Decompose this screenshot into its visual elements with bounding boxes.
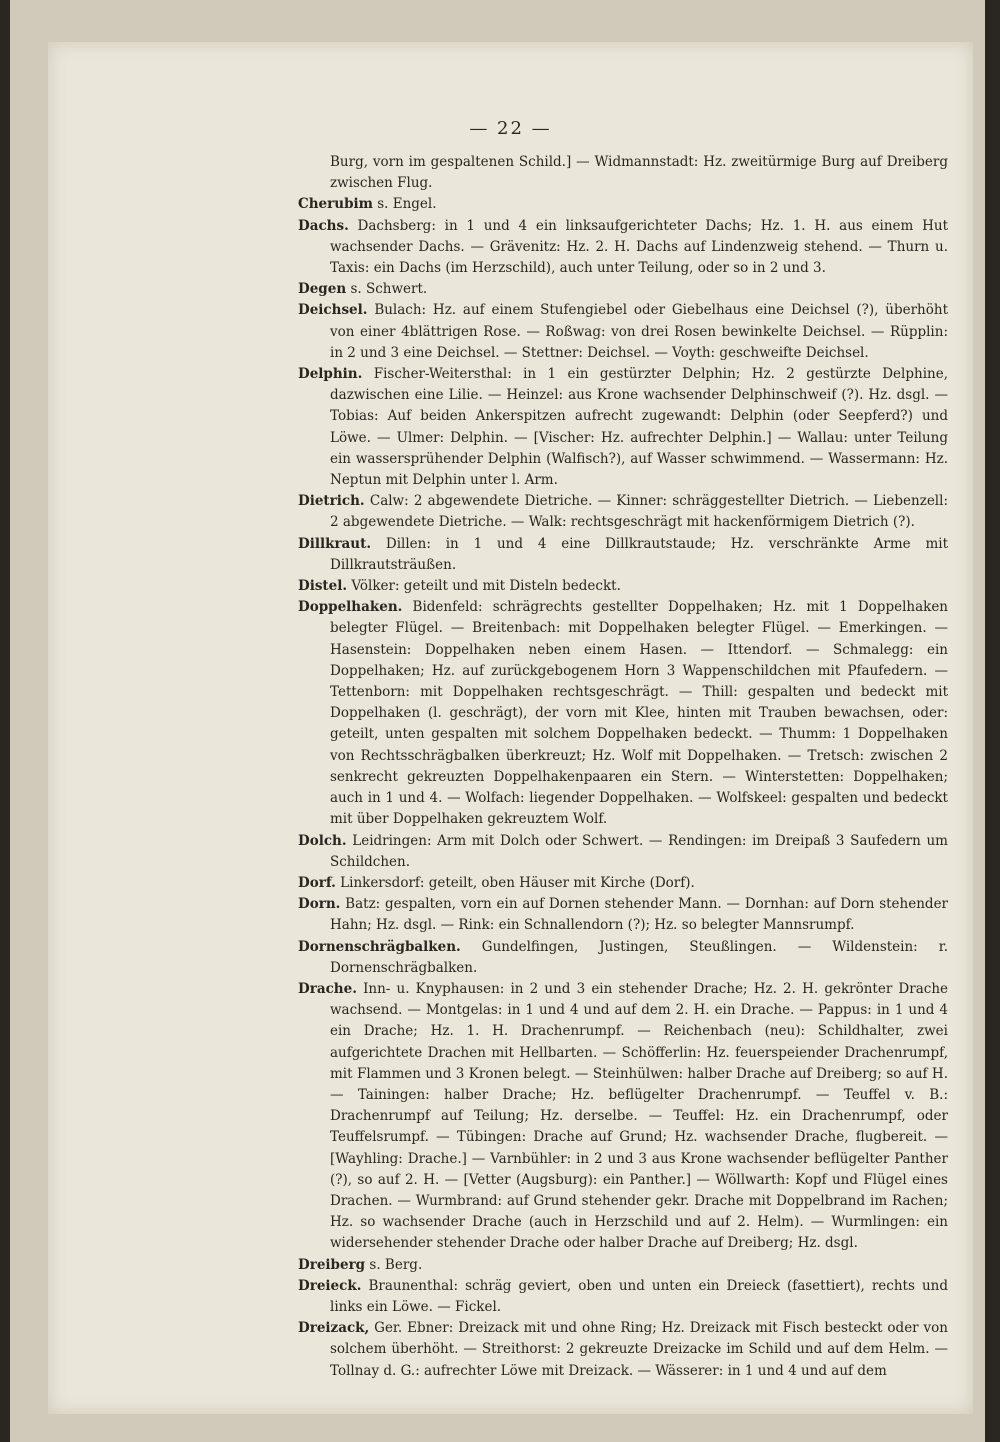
entry-text: Dillen: in 1 und 4 eine Dillkrautstaude; Hz. verschränkte Arme mit Dillkrautsträußen. <box>330 535 948 573</box>
entry-text: s. Engel. <box>377 196 437 213</box>
entry-heading: Distel. <box>298 578 348 595</box>
entry <box>298 873 948 894</box>
entry <box>298 279 948 300</box>
entry-heading: Dorn. <box>298 896 341 913</box>
book-page-edge <box>10 0 985 1442</box>
entry <box>298 491 948 533</box>
entry <box>298 364 948 491</box>
entry-heading: Cherubim <box>298 196 373 213</box>
page-content <box>298 152 948 1382</box>
entry-text: Dachsberg: in 1 und 4 ein linksaufgerichteter Dachs; Hz. 1. H. aus einem Hut wachsender Dachs. — Grävenitz: Hz. 2. H. Dachs auf Lindenzweig stehend. — Thurn u. Taxis: ein Dachs (im Herzschild), auch unter Teilung, oder so in 2 und 3. <box>330 217 948 277</box>
entry-heading: Doppelhaken. <box>298 599 403 616</box>
entry <box>298 894 948 936</box>
entry-text: Bulach: Hz. auf einem Stufengiebel oder Giebelhaus eine Deichsel (?), überhöht von einer 4blättrigen Rose. — Roßwag: von drei Rosen bewinkelte Deichsel. — Rüpplin: in 2 und 3 eine Deichsel. — Stettner: Deichsel. — Voyth: geschweifte Deichsel. <box>330 302 948 361</box>
entry-text: Batz: gespalten, vorn ein auf Dornen stehender Mann. — Dornhan: auf Dorn stehender Hahn; Hz. dsgl. — Rink: ein Schnallendorn (?); Hz. so belegter Mannsrumpf. <box>330 896 949 934</box>
entry-heading: Dreiberg <box>298 1256 366 1273</box>
entry-text: Leidringen: Arm mit Dolch oder Schwert. — Rendingen: im Dreipaß 3 Saufedern um Schildchen. <box>330 832 948 870</box>
entry <box>298 300 948 364</box>
entry-heading: Delphin. <box>298 366 363 383</box>
entry-list <box>298 194 948 1381</box>
entry-heading: Dreieck. <box>298 1277 362 1294</box>
entry-heading: Dreizack, <box>298 1320 370 1337</box>
entry-heading: Dachs. <box>298 217 349 234</box>
entry-heading: Dornenschrägbalken. <box>298 938 461 955</box>
entry-heading: Dolch. <box>298 832 347 849</box>
entry <box>298 831 948 873</box>
entry-text: Fischer-Weitersthal: in 1 ein gestürzter Delphin; Hz. 2 gestürzte Delphine, dazwischen eine Lilie. — Heinzel: aus Krone wachsender Delphinschweif (?). Hz. dsgl. — Tobias: Auf beiden Ankerspitzen aufrecht zugewandt: Delphin (oder Seepferd?) und Löwe. — Ulmer: Delphin. — [Vischer: Hz. aufrechter Delphin.] — Wallau: unter Teilung ein wassersprühender Delphin (Walfisch?), auf Wasser schwimmend. — Wassermann: Hz. Neptun mit Delphin unter l. Arm. <box>330 366 948 489</box>
entry <box>298 194 948 215</box>
page-number: — 22 — <box>469 118 552 139</box>
entry-text: Inn- u. Knyphausen: in 2 und 3 ein stehender Drache; Hz. 2. H. gekrönter Drache wachsend. — Montgelas: in 1 und 4 und auf dem 2. H. ein Drache. — Pappus: in 1 und 4 ein Drache; Hz. 1. H. Drachenrumpf. — Reichenbach (neu): Schildhalter, zwei aufgerichtete Drachen mit Hellbarten. — Schöfferlin: Hz. feuerspeiender Drachenrumpf, mit Flammen und 3 Kronen belegt. — Steinhülwen: halber Drache auf Dreiberg; so auf H. — Tainingen: halber Drache; Hz. beflügelter Drachenrumpf. — Teuffel v. B.: Drachenrumpf auf Teilung; Hz. derselbe. — Teuffel: Hz. ein Drachenrumpf, oder Teuffelsrumpf. — Tübingen: Drache auf Grund; Hz. wachsender Drache, flugbereit. — [Wayhling: Drache.] — Varnbühler: in 2 und 3 aus Krone wachsender beflügelter Panther (?), so auf 2. H. — [Vetter (Augsburg): ein Panther.] — Wöllwarth: Kopf und Flügel eines Drachen. — Wurmbrand: auf Grund stehender gekr. Drache mit Doppelbrand im Rachen; Hz. so wachsender Drache (auch in Herzschild und auf 2. Helm). — Wurmlingen: ein widersehender stehender Drache oder halber Drache auf Dreiberg; Hz. dsgl. <box>330 980 948 1252</box>
entry-heading: Dillkraut. <box>298 535 372 552</box>
entry <box>298 576 948 597</box>
entry <box>298 979 948 1255</box>
entry-text: Braunenthal: schräg geviert, oben und unten ein Dreieck (fasettiert), rechts und links ein Löwe. — Fickel. <box>330 1277 948 1315</box>
entry-text: s. Schwert. <box>350 281 428 298</box>
entry-heading: Deichsel. <box>298 302 368 319</box>
entry <box>298 1276 948 1318</box>
entry-text: Linkersdorf: geteilt, oben Häuser mit Kirche (Dorf). <box>340 874 695 891</box>
entry-heading: Dietrich. <box>298 493 365 510</box>
entry <box>298 534 948 576</box>
entry <box>298 1318 948 1382</box>
entry <box>298 597 948 830</box>
continuation-text: Burg, vorn im gespaltenen Schild.] — Widmannstadt: Hz. zweitürmige Burg auf Dreiberg zwischen Flug. <box>330 154 948 192</box>
entry <box>298 1255 948 1276</box>
entry-heading: Degen <box>298 281 347 298</box>
entry <box>298 937 948 979</box>
entry-text: Calw: 2 abgewendete Dietriche. — Kinner: schräggestellter Dietrich. — Liebenzell: 2 abgewendete Dietriche. — Walk: rechtsgeschrägt mit hackenförmigem Dietrich (?). <box>330 493 948 531</box>
entry-text: Gundelfingen, Justingen, Steußlingen. — Wildenstein: r. Dornenschrägbalken. <box>330 938 948 976</box>
entry-text: Völker: geteilt und mit Disteln bedeckt. <box>351 578 621 595</box>
entry-heading: Drache. <box>298 980 357 997</box>
entry-text: s. Berg. <box>369 1256 423 1273</box>
entry-text: Ger. Ebner: Dreizack mit und ohne Ring; Hz. Dreizack mit Fisch besteckt oder von solchem überhöht. — Streithorst: 2 gekreuzte Dreizacke im Schild und auf dem Helm. — Tollnay d. G.: aufrechter Löwe mit Dreizack. — Wässerer: in 1 und 4 und auf dem <box>330 1320 948 1379</box>
entry-heading: Dorf. <box>298 874 336 891</box>
entry-text: Bidenfeld: schrägrechts gestellter Doppelhaken; Hz. mit 1 Doppelhaken belegter Flügel. — Breitenbach: mit Doppelhaken belegter Flügel. — Emerkingen. — Hasenstein: Doppelhaken neben einem Hasen. — Ittendorf. — Schmalegg: ein Doppelhaken; Hz. auf zurückgebogenem Horn 3 Wappenschildchen mit Pfaufedern. — Tettenborn: mit Doppelhaken rechtsgeschrägt. — Thill: gespalten und bedeckt mit Doppelhaken (l. geschrägt), der vorn mit Klee, hinten mit Trauben bewachsen, oder: geteilt, unten gespalten mit solchem Doppelhaken bedeckt. — Thumm: 1 Doppelhaken von Rechtsschrägbalken überkreuzt; Hz. Wolf mit Doppelhaken. — Tretsch: zwischen 2 senkrecht gekreuzten Doppelhakenpaaren ein Stern. — Winterstetten: Doppelhaken; auch in 1 und 4. — Wolfach: liegender Doppelhaken. — Wolfskeel: gespalten und bedeckt mit über Doppelhaken gekreuztem Wolf. <box>330 599 948 828</box>
entry <box>298 216 948 280</box>
page <box>48 42 973 1414</box>
